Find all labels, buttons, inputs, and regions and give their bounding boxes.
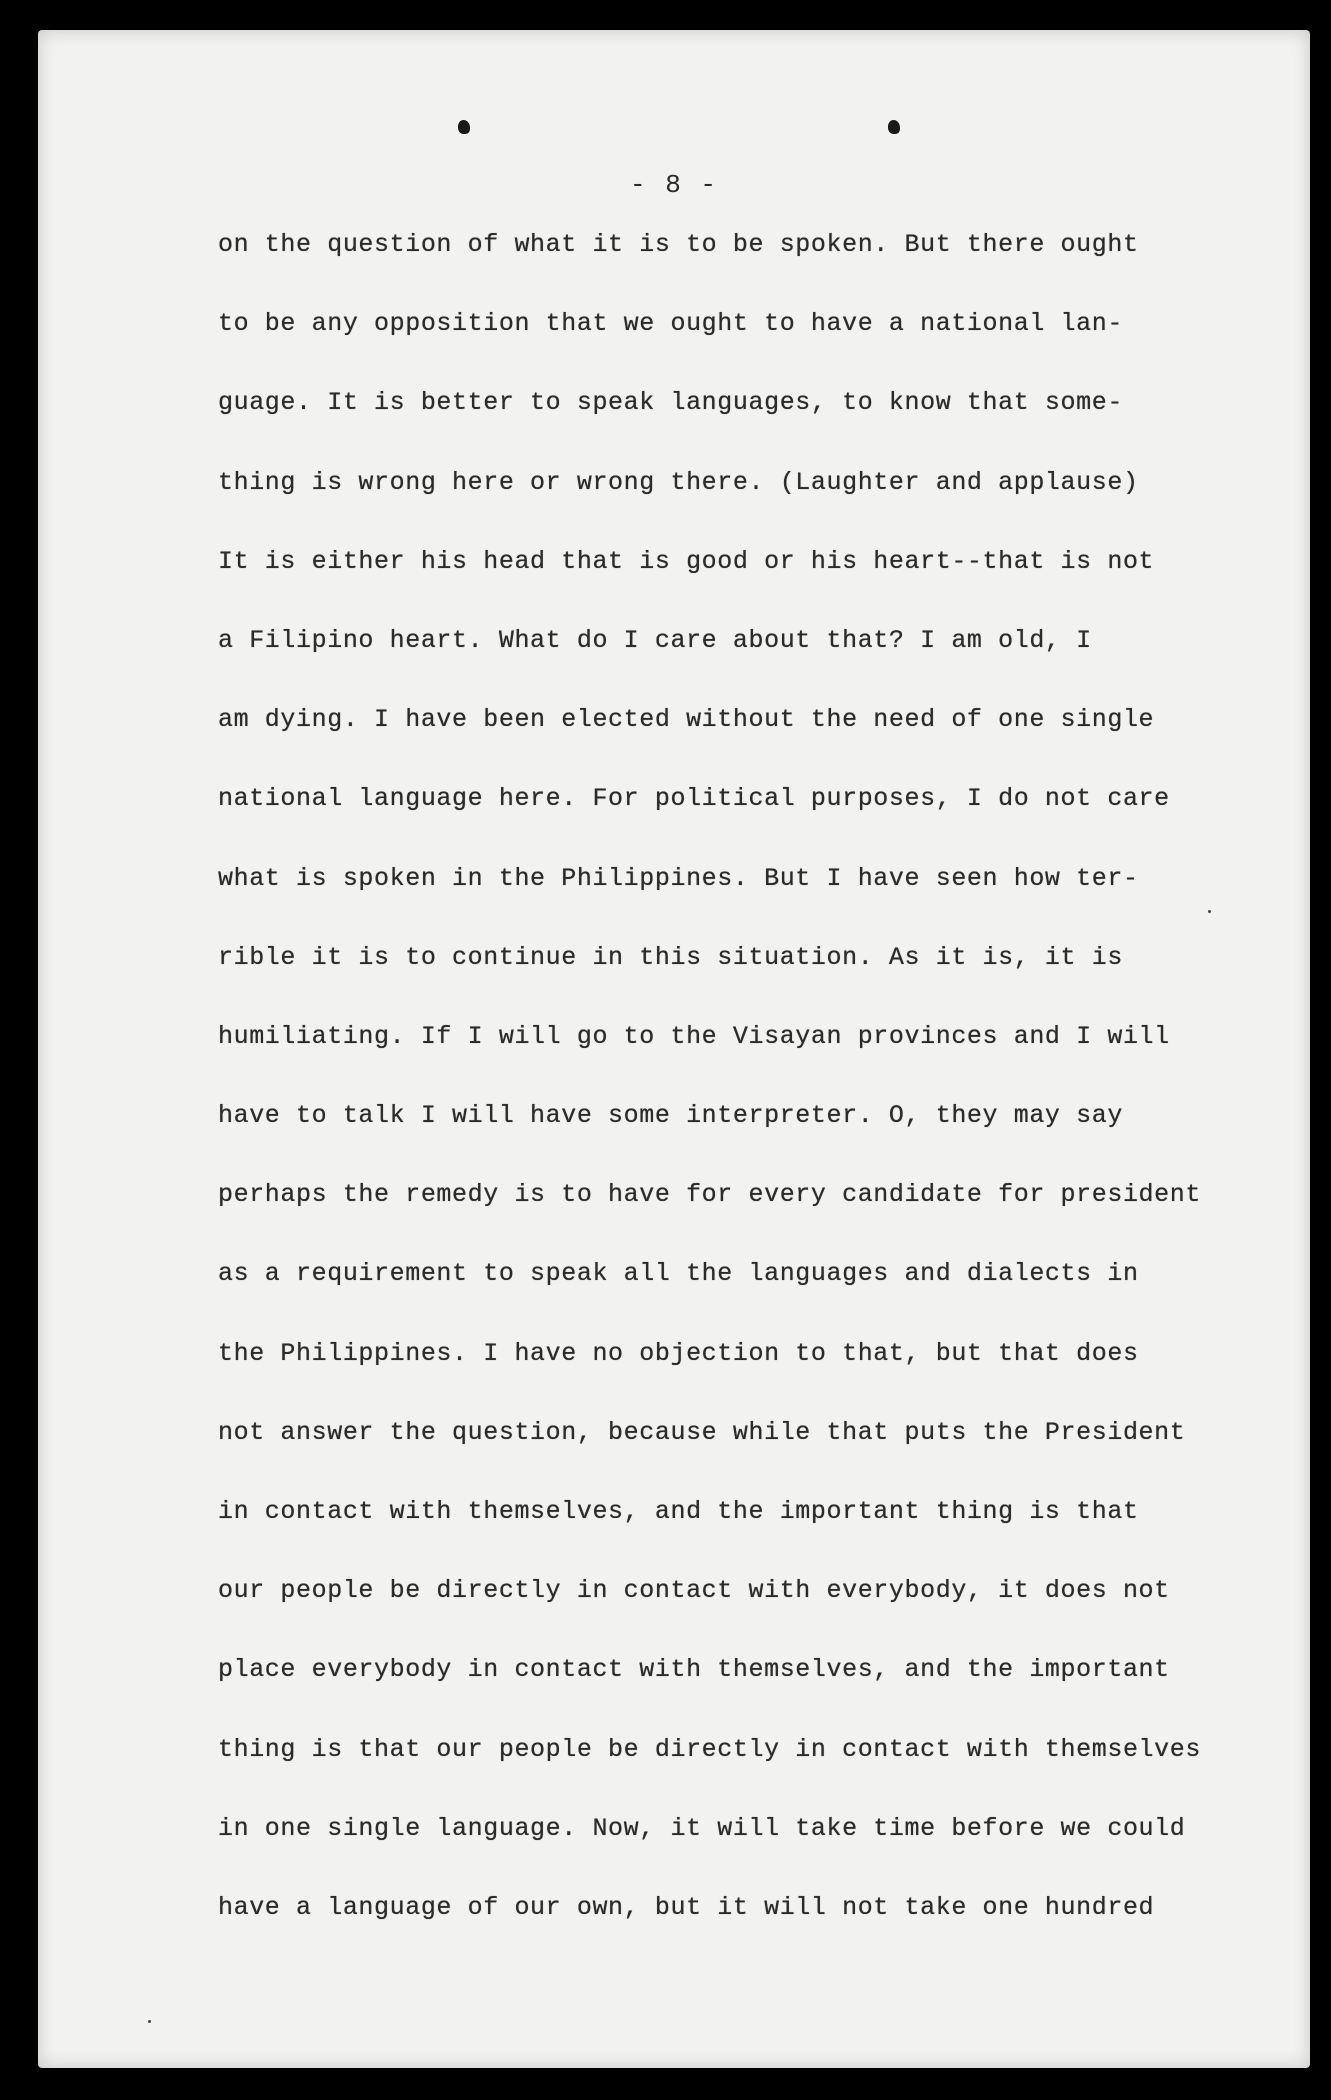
text-line: on the question of what it is to be spoken. But there ought: [218, 230, 1139, 259]
text-line: in contact with themselves, and the important thing is that: [218, 1497, 1139, 1526]
text-line: guage. It is better to speak languages, to know that some-: [218, 388, 1123, 418]
text-line: perhaps the remedy is to have for every candidate for president: [218, 1180, 1201, 1210]
punch-hole-mark-left: [458, 120, 470, 134]
text-line: our people be directly in contact with everybody, it does not: [218, 1576, 1170, 1606]
text-line: thing is that our people be directly in contact with themselves: [218, 1734, 1201, 1764]
page-number: - 8 -: [629, 170, 718, 200]
text-line: have to talk I will have some interpreter. O, they may say: [218, 1101, 1123, 1131]
text-line: to be any opposition that we ought to have a national lan-: [218, 309, 1123, 339]
text-line: what is spoken in the Philippines. But I have seen how ter-: [218, 863, 1139, 893]
text-line: the Philippines. I have no objection to that, but that does: [218, 1338, 1139, 1368]
text-line: have a language of our own, but it will not take one hundred: [218, 1892, 1155, 1922]
dust-speck: [148, 2020, 151, 2023]
text-line: in one single language. Now, it will take time before we could: [218, 1813, 1186, 1843]
text-line: national language here. For political purposes, I do not care: [218, 784, 1170, 814]
typed-text-body: [218, 230, 1238, 1972]
text-line: thing is wrong here or wrong there. (Laughter and applause): [218, 467, 1139, 497]
document-page: [38, 30, 1310, 2068]
text-line: rible it is to continue in this situation. As it is, it is: [218, 942, 1123, 972]
text-line: am dying. I have been elected without the need of one single: [218, 705, 1155, 735]
text-line: It is either his head that is good or his heart--that is not: [218, 546, 1155, 576]
punch-hole-mark-right: [888, 120, 900, 134]
text-line: not answer the question, because while that puts the President: [218, 1417, 1186, 1447]
text-line: a Filipino heart. What do I care about that? I am old, I: [218, 625, 1092, 655]
dust-speck: [1208, 910, 1211, 913]
text-line: humiliating. If I will go to the Visayan provinces and I will: [218, 1021, 1170, 1051]
text-line: place everybody in contact with themselves, and the important: [218, 1655, 1170, 1685]
text-line: as a requirement to speak all the languages and dialects in: [218, 1259, 1139, 1289]
